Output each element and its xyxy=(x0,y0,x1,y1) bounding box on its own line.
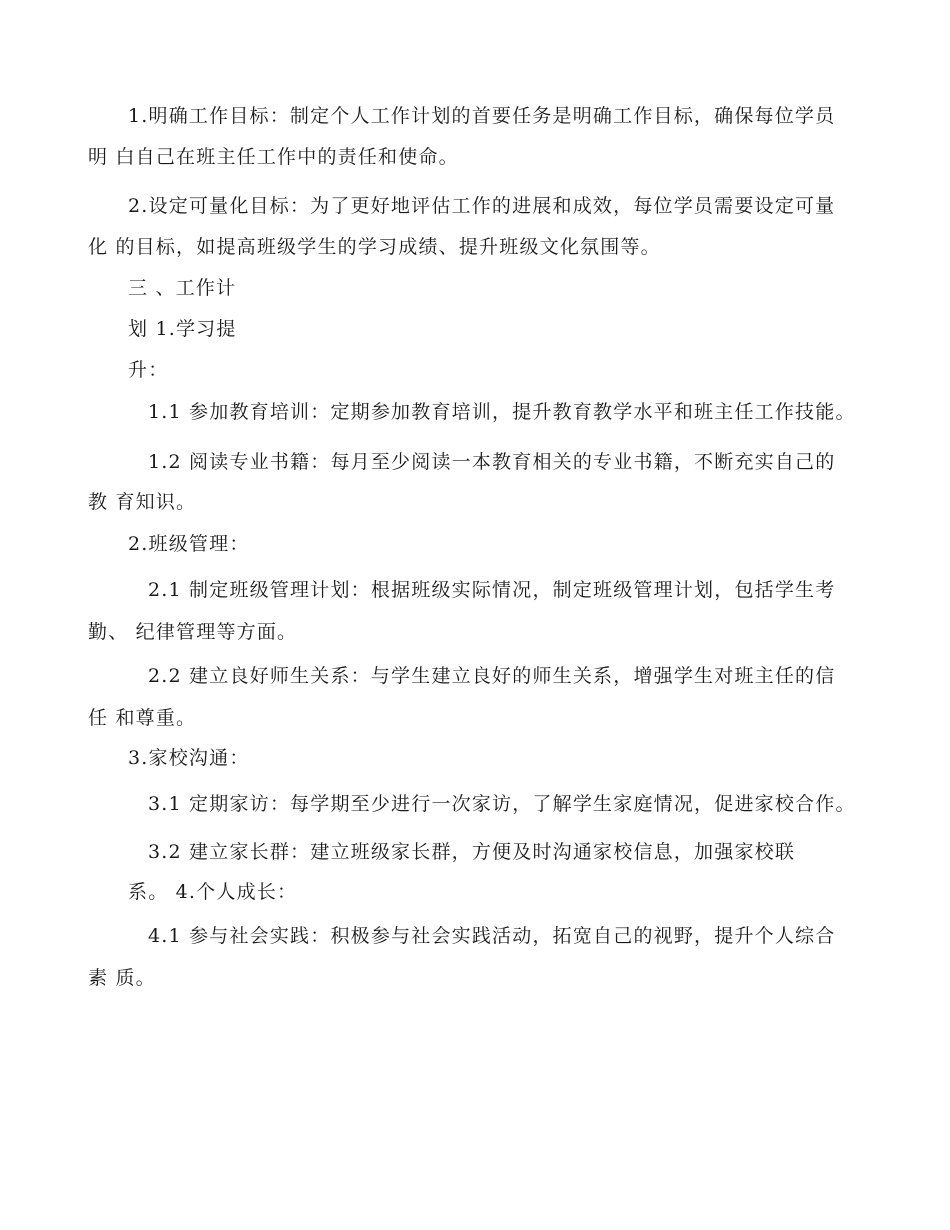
text-line: 教 育知识。 xyxy=(88,491,197,513)
text-line: 1.明确工作目标：制定个人工作计划的首要任务是明确工作目标，确保每位学员 xyxy=(128,105,836,127)
text-line: 任 和尊重。 xyxy=(88,707,197,729)
text-line: 4.1 参与社会实践：积极参与社会实践活动，拓宽自己的视野，提升个人综合 xyxy=(148,925,836,947)
text-line: 2.1 制定班级管理计划：根据班级实际情况，制定班级管理计划，包括学生考 xyxy=(148,579,836,601)
text-line: 明 白自己在班主任工作中的责任和使命。 xyxy=(88,146,459,168)
text-line: 勤、 纪律管理等方面。 xyxy=(88,621,298,643)
section-heading: 划 1.学习提 xyxy=(128,318,237,340)
text-line: 2.设定可量化目标：为了更好地评估工作的进展和成效，每位学员需要设定可量 xyxy=(128,195,836,217)
text-line: 1.2 阅读专业书籍：每月至少阅读一本教育相关的专业书籍，不断充实自己的 xyxy=(148,451,836,473)
text-line: 化 的目标，如提高班级学生的学习成绩、提升班级文化氛围等。 xyxy=(88,236,661,258)
text-line: 2.2 建立良好师生关系：与学生建立良好的师生关系，增强学生对班主任的信 xyxy=(148,665,836,687)
text-line: 系。 4.个人成长： xyxy=(128,881,298,903)
text-line: 3.1 定期家访：每学期至少进行一次家访，了解学生家庭情况，促进家校合作。 xyxy=(148,793,856,815)
subheading: 2.班级管理： xyxy=(128,533,250,555)
text-line: 3.2 建立家长群：建立班级家长群，方便及时沟通家校信息，加强家校联 xyxy=(148,841,796,863)
section-heading: 升： xyxy=(128,359,169,381)
text-line: 1.1 参加教育培训：定期参加教育培训，提升教育教学水平和班主任工作技能。 xyxy=(148,401,856,423)
subheading: 3.家校沟通： xyxy=(128,747,250,769)
text-line: 素 质。 xyxy=(88,967,156,989)
section-heading: 三 、工作计 xyxy=(128,277,237,299)
